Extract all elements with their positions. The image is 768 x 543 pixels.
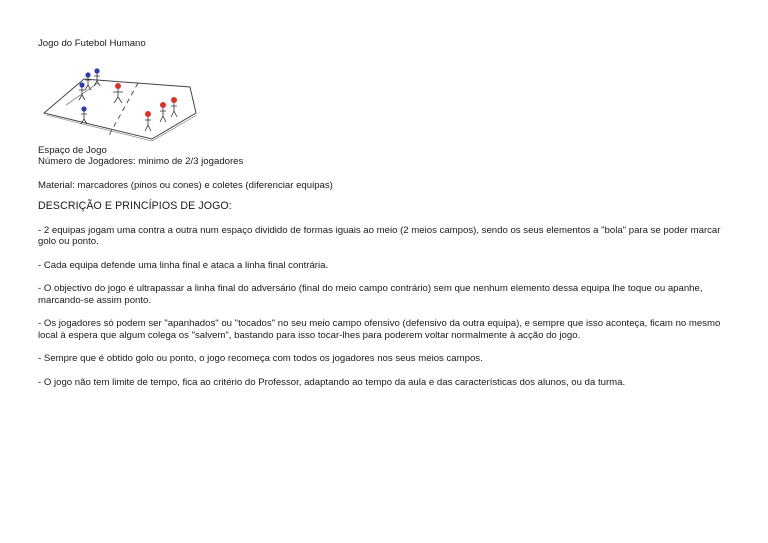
- document-page: [38, 38, 728, 388]
- section-heading: DESCRIÇÃO E PRINCÍPIOS DE JOGO:: [38, 200, 232, 212]
- material-label: Material: marcadores (pinos ou cones) e coletes (diferenciar equipas): [38, 179, 333, 191]
- players-label: Número de Jogadores: minimo de 2/3 jogadores: [38, 156, 244, 167]
- paragraph-restart: - Sempre que é obtido golo ou ponto, o jogo recomeça com todos os jogadores nos seus meios campos.: [38, 353, 483, 364]
- space-label: Espaço de Jogo: [38, 144, 107, 156]
- paragraph-defend-attack: - Cada equipa defende uma linha final e ataca a linha final contrária.: [38, 259, 329, 271]
- paragraph-tagging: - Os jogadores só podem ser "apanhados" ou "tocados" no seu meio campo ofensivo (defensivo da outra equipa), e sempre que isso aconteça, ficam no mesmo local à espera que algum colega os "salvem", bastando para isso tocar-lhes para poderem voltar normalmente à acção do jogo.: [38, 318, 721, 341]
- blue-team-players: [79, 68, 100, 124]
- paragraph-time-limit: - O jogo não tem limite de tempo, fica ao critério do Professor, adaptando ao tempo da aula e das características dos alunos, ou da turma.: [38, 376, 626, 388]
- page-title: Jogo do Futebol Humano: [38, 38, 146, 49]
- paragraph-teams: - 2 equipas jogam uma contra a outra num espaço dividido de formas iguais ao meio (2 meios campos), sendo os seus elementos a "bola" para se poder marcar golo ou ponto.: [38, 224, 721, 247]
- paragraph-objective: - O objectivo do jogo é ultrapassar a linha final do adversário (final do meio campo contrário) sem que nenhum elemento dessa equipa lhe toque ou apanhe, marcando-se assim ponto.: [38, 283, 703, 306]
- playing-field-sketch-icon: [40, 53, 200, 145]
- red-team-players: [113, 83, 177, 131]
